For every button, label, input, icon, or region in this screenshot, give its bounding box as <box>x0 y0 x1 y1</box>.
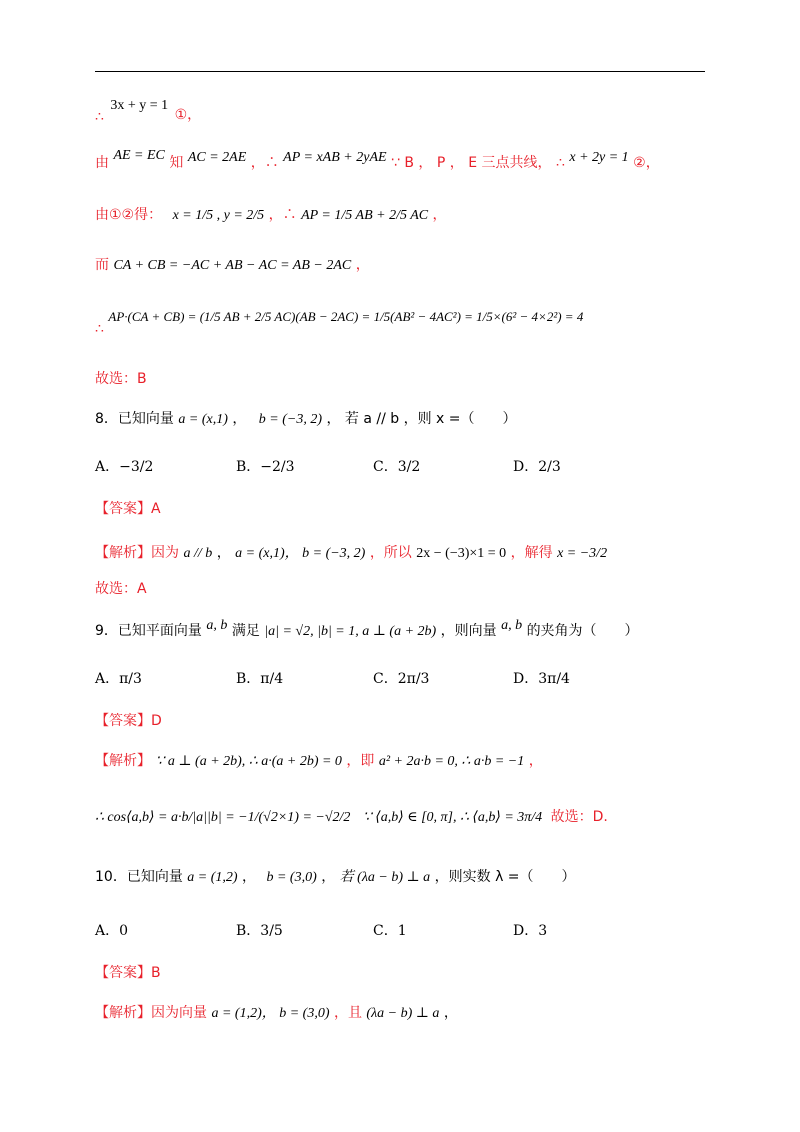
equation-ca-cb: CA + CB = −AC + AB − AC = AB − 2AC <box>113 258 352 273</box>
q9-analysis-3: a² + 2a·b = 0, ∴ a·b = −1 <box>378 754 525 769</box>
q10-analysis-2: ，且 <box>333 1005 362 1021</box>
q9-analysis-1: ∵ a ⊥ (a + 2b), ∴ a·(a + 2b) = 0 <box>155 754 342 769</box>
q8-option-a: A．−3/2 <box>95 459 154 475</box>
solution-line-3: 由①②得： x = 1/5 , y = 2/5 ，∴ AP = 1/5 AB + 2/5 AC ， <box>95 207 447 223</box>
q8-analysis-label: 【解析】 <box>95 545 151 561</box>
therefore-symbol: ∴ <box>95 109 104 125</box>
solution-line-5: ∴ AP·(CA + CB) = (1/5 AB + 2/5 AC)(AB − 2AC) = 1/5(AB² − 4AC²) = 1/5×(6² − 4×2²) = 4 <box>95 309 584 337</box>
q8-analysis-vals: a = (x,1)， b = (−3, 2) <box>235 546 366 561</box>
q8-option-d: D．2/3 <box>513 459 561 475</box>
q9-stem-mid: 满足 <box>231 623 260 639</box>
text-intro: 由①②得： <box>95 207 163 223</box>
mark-2: ②， <box>633 155 660 171</box>
q9-option-c: C．2π/3 <box>373 671 430 687</box>
solution-line-4: 而 CA + CB = −AC + AB − AC = AB − 2AC ， <box>95 257 370 273</box>
equation-ac-2ae: AC = 2AE <box>187 150 247 165</box>
q8-analysis-eq: 2x − (−3)×1 = 0 <box>416 546 507 561</box>
equation-ap: AP = xAB + 2yAE <box>283 150 387 165</box>
header-rule <box>95 71 705 72</box>
q10-stem-post: ，则实数 λ =（ ） <box>434 869 576 885</box>
q10-option-a: A．0 <box>95 923 129 939</box>
q9-condition: |a| = √2, |b| = 1, a ⊥ (a + 2b) <box>264 624 437 639</box>
q8-condition: 若 a // b <box>344 411 400 427</box>
q8-analysis-res: x = −3/2 <box>557 546 608 561</box>
q10-condition: 若 (λa − b) ⊥ a <box>339 870 431 885</box>
q9-option-d: D．3π/4 <box>513 671 570 687</box>
q9-vectors-2: a, b <box>501 618 523 633</box>
q10-vector-b: b = (3,0) <box>266 870 317 885</box>
q10-analysis-label: 【解析】 <box>95 1005 151 1021</box>
q10-analysis-1: 因为向量 <box>151 1005 207 1021</box>
answer-text: 故选：B <box>95 371 147 387</box>
solution-xy: x = 1/5 , y = 2/5 <box>172 208 265 223</box>
solution-ap: AP = 1/5 AB + 2/5 AC <box>301 208 429 223</box>
text-er: 而 <box>95 257 109 273</box>
equation-1: 3x + y = 1 <box>110 98 169 113</box>
q9-analysis-row-1: 【解析】 ∵ a ⊥ (a + 2b), ∴ a·(a + 2b) = 0 ，即 a² + 2a·b = 0, ∴ a·b = −1 ， <box>95 753 543 769</box>
q8-vector-b: b = (−3, 2) <box>258 412 322 427</box>
solution-line-1 <box>95 98 202 125</box>
solution-answer <box>95 368 147 390</box>
equation-final: AP·(CA + CB) = (1/5 AB + 2/5 AC)(AB − 2AC) = 1/5(AB² − 4AC²) = 1/5×(6² − 4×2²) = 4 <box>108 309 584 324</box>
q8-analysis-1: 因为 <box>151 545 179 561</box>
q9-answer: 【答案】D <box>95 713 162 729</box>
q9-analysis-label: 【解析】 <box>95 753 151 769</box>
q8-option-b: B．−2/3 <box>236 459 295 475</box>
q9-stem-post2: 的夹角为（ ） <box>526 623 639 639</box>
q9-stem-post: ，则向量 <box>440 623 497 639</box>
q9-stem-pre: 9．已知平面向量 <box>95 623 202 639</box>
q9-option-a: A．π/3 <box>95 671 142 687</box>
equation-ae-ec: AE = EC <box>113 148 165 163</box>
text-collinear: 三点共线， <box>481 155 552 171</box>
q9-analysis-5: ∵ ⟨a,b⟩ ∈ [0, π], ∴ ⟨a,b⟩ = 3π/4 <box>362 810 543 825</box>
q10-analysis-cond: (λa − b) ⊥ a <box>366 1006 440 1021</box>
solution-line-2: 由 AE = EC 知 AC = 2AE ，∴ AP = xAB + 2yAE ∵ B ， P ， E 三点共线， ∴ x + 2y = 1 ②， <box>95 148 660 171</box>
text-zhi: 知 <box>169 155 184 171</box>
q8-analysis: 【解析】因为 a // b ， a = (x,1)， b = (−3, 2) ，所以 2x − (−3)×1 = 0 ，解得 x = −3/2 <box>95 545 608 561</box>
q10-option-c: C．1 <box>373 923 407 939</box>
q10-vector-a: a = (1,2) <box>187 870 238 885</box>
q10-answer: 【答案】B <box>95 965 161 981</box>
q10-option-d: D．3 <box>513 923 548 939</box>
question-10: 10．已知向量 a = (1,2) ， b = (3,0) ， 若 (λa − b) ⊥ a ，则实数 λ =（ ） <box>95 869 576 885</box>
equation-2: x + 2y = 1 <box>569 150 629 165</box>
q10-analysis: 【解析】因为向量 a = (1,2)， b = (3,0) ，且 (λa − b) ⊥ a ， <box>95 1005 458 1021</box>
q8-analysis-cond: a // b <box>183 546 213 561</box>
q8-vector-a: a = (x,1) <box>178 412 228 427</box>
q8-final: 故选：A <box>95 581 147 597</box>
q9-option-b: B．π/4 <box>236 671 284 687</box>
q8-stem-post: ，则 x =（ ） <box>403 411 517 427</box>
q9-analysis-row-2 <box>95 806 608 829</box>
q9-final: 故选：D. <box>550 809 608 825</box>
q8-analysis-3: ，解得 <box>510 545 553 561</box>
text-points: ∵ B ， P ， E <box>391 155 478 171</box>
q9-analysis-4: ∴ cos⟨a,b⟩ = a·b/|a||b| = −1/(√2×1) = −√2/2 <box>95 810 351 825</box>
question-9 <box>95 620 639 643</box>
q8-option-c: C．3/2 <box>373 459 421 475</box>
text-you: 由 <box>95 155 109 171</box>
question-8: 8．已知向量 a = (x,1) ， b = (−3, 2) ， 若 a // b ，则 x =（ ） <box>95 411 517 427</box>
q9-analysis-2: ，即 <box>346 753 375 769</box>
q8-analysis-2: ，所以 <box>369 545 412 561</box>
q9-vectors: a, b <box>206 618 228 633</box>
q8-answer: 【答案】A <box>95 501 161 517</box>
q10-option-b: B．3/5 <box>236 923 283 939</box>
q10-stem-pre: 10．已知向量 <box>95 869 183 885</box>
q8-stem-pre: 8．已知向量 <box>95 411 174 427</box>
mark-1: ①， <box>174 107 202 123</box>
q10-analysis-vals: a = (1,2)， b = (3,0) <box>211 1006 330 1021</box>
